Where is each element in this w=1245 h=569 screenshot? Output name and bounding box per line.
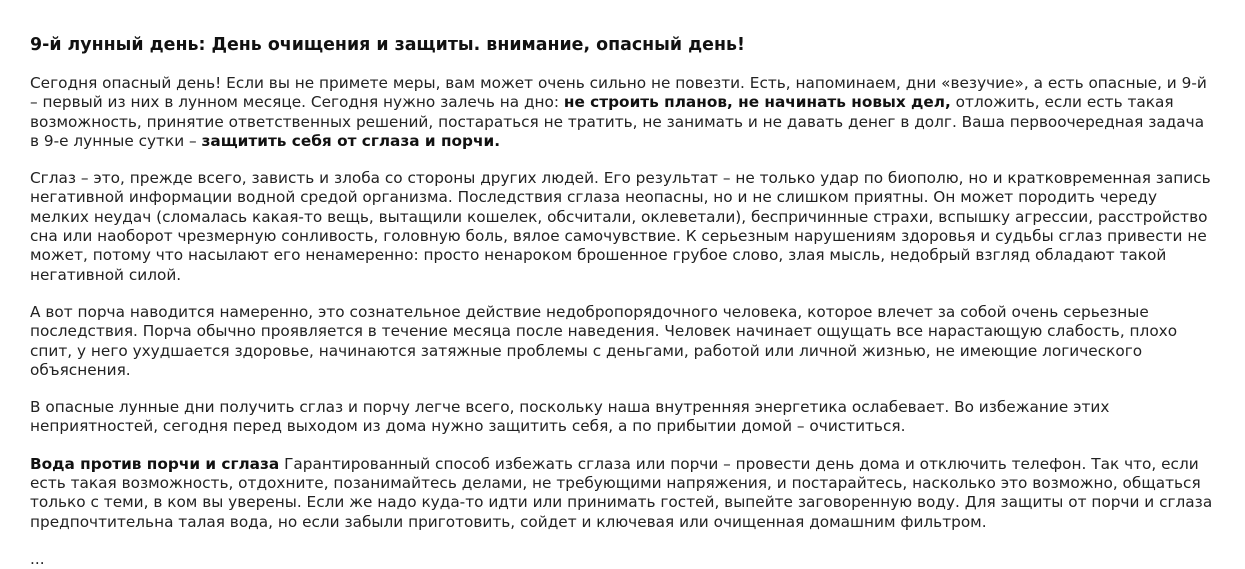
paragraph-intro-text-2: отложить, если есть такая возможность, принятие ответственных решений, постараться не тратить, не занимать и не давать денег в долг. Ваша первоочередная задача в 9-е лунные сутки – — [30, 93, 1205, 150]
paragraph-water-protection — [30, 455, 1215, 532]
paragraph-water-protection-text: Гарантированный способ избежать сглаза или порчи – провести день дома и отключить телефон. Так что, если есть такая возможность, отдохните, позанимайтесь делами, не требующими напряжения, и постарайтесь, насколько это возможно, общаться только с теми, в ком вы уверены. Если же надо куда-то идти или принимать гостей, выпейте заговоренную воду. Для защиты от порчи и сглаза предпочтительна талая вода, но если забыли приготовить, сойдет и ключевая или очищенная домашним фильтром. — [30, 454, 1213, 531]
paragraph-intro-text-1: Сегодня опасный день! Если вы не примете меры, вам может очень сильно не повезти. Есть, напоминаем, дни «везучие», а есть опасные, и 9-й – первый из них в лунном месяце. Сегодня нужно залечь на дно: — [30, 74, 1207, 112]
paragraph-intro-bold-1: не строить планов, не начинать новых дел, — [563, 93, 951, 112]
paragraph-water-protection-heading: Вода против порчи и сглаза — [30, 454, 280, 473]
continuation-ellipsis: ... — [30, 549, 45, 568]
paragraph-intro-bold-2: защитить себя от сглаза и порчи. — [201, 131, 500, 150]
paragraph-dangerous-days: В опасные лунные дни получить сглаз и порчу легче всего, поскольку наша внутренняя энергетика ослабевает. Во избежание этих неприятностей, сегодня перед выходом из дома нужно защитить себя, а по прибытии домой – очиститься. — [30, 398, 1110, 436]
article-title: 9-й лунный день: День очищения и защиты. внимание, опасный день! — [30, 35, 745, 55]
paragraph-evil-eye: Сглаз – это, прежде всего, зависть и злоба со стороны других людей. Его результат – не только удар по биополю, но и кратковременная запись негативной информации водной средой организма. Последствия сглаза неопасны, но и не слишком приятны. Он может породить череду мелких неудач (сломалась какая-то вещь, вытащили кошелек, обсчитали, оклеветали), беспричинные страхи, вспышку агрессии, расстройство сна или наоборот чрезмерную сонливость, головную боль, вялое самочувствие. К серьезным нарушениям здоровья и судьбы сглаз привести не может, потому что насылают его ненамеренно: просто ненароком брошенное грубое слово, злая мысль, недобрый взгляд обладают такой негативной силой. — [30, 169, 1211, 284]
paragraph-intro — [30, 74, 1215, 151]
paragraph-curse: А вот порча наводится намеренно, это сознательное действие недобропорядочного человека, которое влечет за собой очень серьезные последствия. Порча обычно проявляется в течение месяца после наведения. Человек начинает ощущать все нарастающую слабость, плохо спит, у него ухудшается здоровье, начинаются затяжные проблемы с деньгами, работой или личной жизнью, не имеющие логического объяснения. — [30, 302, 1178, 379]
